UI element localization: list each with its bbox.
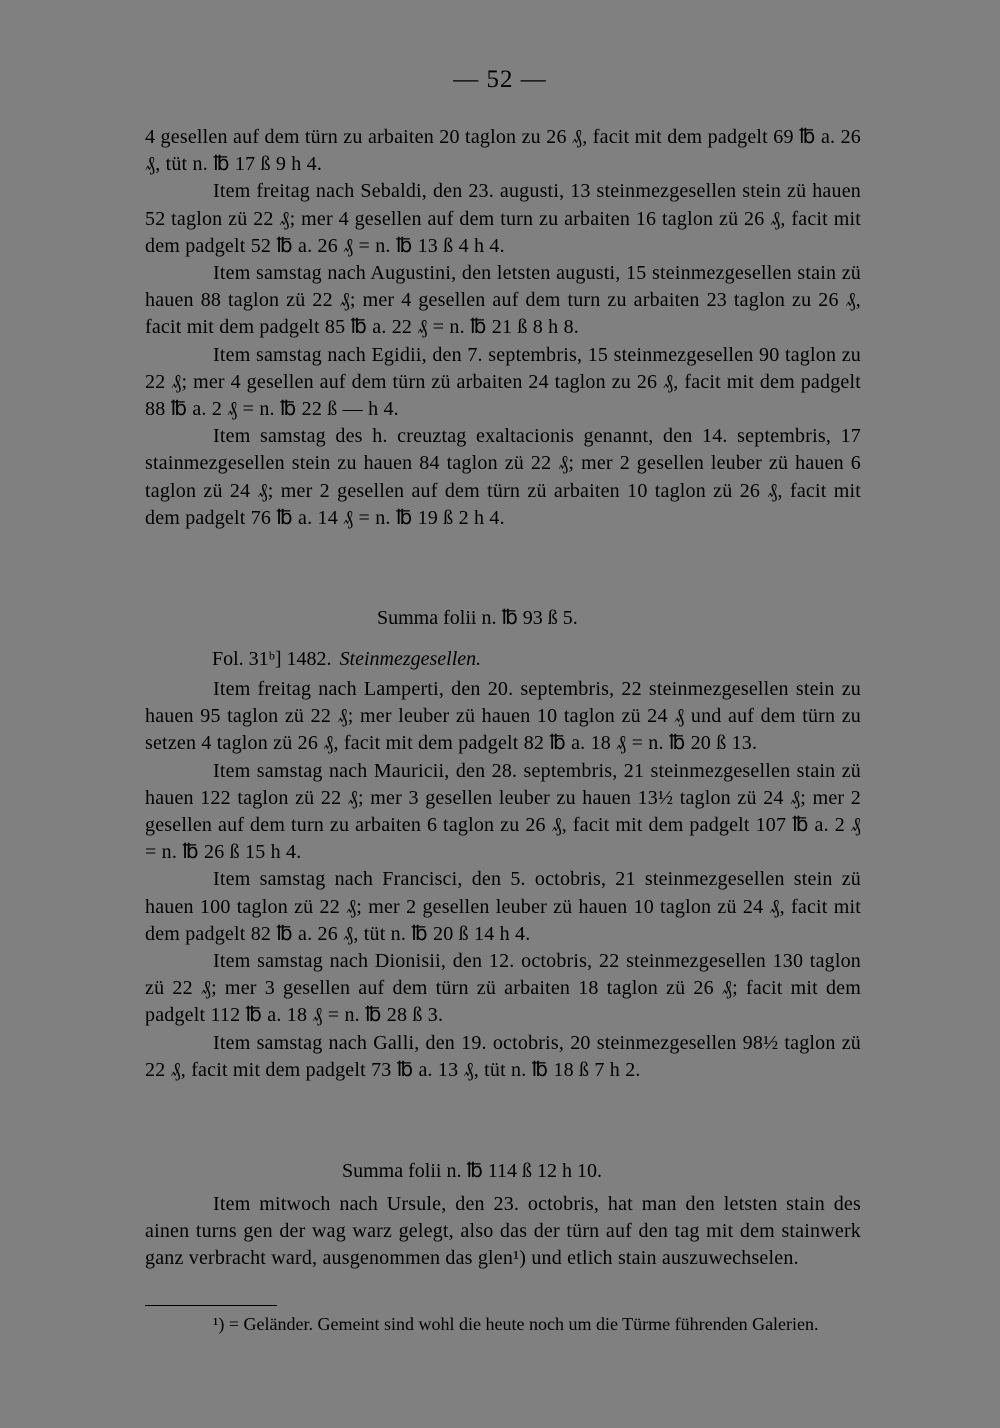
entry-paragraph: Item samstag nach Galli, den 19. octobris, 20 steinmezgesellen 98½ taglon zü 22 ₰, facit mit dem padgelt 73 ℔ a. 13 ₰, tüt n. ℔ 18 ß 7 h 2. [145,1031,861,1081]
entry-paragraph: Item samstag nach Augustini, den letsten augusti, 15 steinmezgesellen stain zü hauen 88 taglon zü 22 ₰; mer 4 gesellen auf dem turn zu arbaiten 23 taglon zu 26 ₰, facit mit dem padgelt 85 ℔ a. 22 ₰ = n. ℔ 21 ß 8 h 8. [145,262,861,339]
folio-heading [212,646,481,673]
section-title: Steinmezgesellen. [339,648,482,670]
entry-paragraph: Item samstag nach Mauricii, den 28. septembris, 21 steinmezgesellen stain zü hauen 122 taglon zü 22 ₰; mer 3 gesellen leuber zu hauen 13½ taglon zü 24 ₰; mer 2 gesellen auf dem turn zu arbaiten 6 taglon zu 26 ₰, facit mit dem padgelt 107 ℔ a. 2 ₰ = n. ℔ 26 ß 15 h 4. [145,759,861,864]
summa-folii: Summa folii n. ℔ 93 ß 5. [377,607,578,629]
page-number: — 52 — [453,66,547,93]
entry-paragraph: Item freitag nach Sebaldi, den 23. augusti, 13 steinmezgesellen stein zü hauen 52 taglon zü 22 ₰; mer 4 gesellen auf dem turn zu arbaiten 16 taglon zü 26 ₰, facit mit dem padgelt 52 ℔ a. 26 ₰ = n. ℔ 13 ß 4 h 4. [145,180,861,257]
entry-paragraph: 4 gesellen auf dem türn zu arbaiten 20 taglon zu 26 ₰, facit mit dem padgelt 69 ℔ a. 26 ₰, tüt n. ℔ 17 ß 9 h 4. [145,126,861,176]
entry-paragraph: Item freitag nach Lamperti, den 20. septembris, 22 steinmezgesellen stein zu hauen 95 taglon zü 22 ₰; mer leuber zü hauen 10 taglon zü 24 ₰ und auf dem türn zu setzen 4 taglon zü 26 ₰, facit mit dem padgelt 82 ℔ a. 18 ₰ = n. ℔ 20 ß 13. [145,678,861,755]
entry-paragraph: Item samstag nach Dionisii, den 12. octobris, 22 steinmezgesellen 130 taglon zü 22 ₰; mer 3 gesellen auf dem türn zü arbaiten 18 taglon zü 26 ₰; facit mit dem padgelt 112 ℔ a. 18 ₰ = n. ℔ 28 ß 3. [145,950,861,1027]
entries-block-2 [145,676,861,1084]
footnote-divider [145,1305,277,1306]
entry-paragraph: Item samstag nach Egidii, den 7. septembris, 15 steinmezgesellen 90 taglon zu 22 ₰; mer 4 gesellen auf dem türn zü arbaiten 24 taglon zu 26 ₰, facit mit dem padgelt 88 ℔ a. 2 ₰ = n. ℔ 22 ß — h 4. [145,343,861,421]
footnote: ¹) = Geländer. Gemeint sind wohl die heute noch um die Türme führenden Galerien. [213,1314,819,1334]
folio-reference: Fol. 31ᵇ] 1482. [212,648,332,670]
entry-paragraph: Item samstag nach Francisci, den 5. octobris, 21 steinmezgesellen stein zü hauen 100 taglon zü 22 ₰; mer 2 gesellen leuber zü hauen 10 taglon zü 24 ₰, facit mit dem padgelt 82 ℔ a. 26 ₰, tüt n. ℔ 20 ß 14 h 4. [145,868,861,945]
entry-paragraph: Item samstag des h. creuztag exaltacionis genannt, den 14. septembris, 17 stainmezgesellen stein zu hauen 84 taglon zü 22 ₰; mer 2 gesellen leuber zü hauen 6 taglon zü 24 ₰; mer 2 gesellen auf dem türn zü arbaiten 10 taglon zü 26 ₰, facit mit dem padgelt 76 ℔ a. 14 ₰ = n. ℔ 19 ß 2 h 4. [145,425,861,529]
summa-folii: Summa folii n. ℔ 114 ß 12 h 10. [342,1160,603,1182]
entry-paragraph: Item mitwoch nach Ursule, den 23. octobris, hat man den letsten stain des ainen turns gen der wag warz gelegt, also das der türn auf den tag mit dem stainwerk ganz verbracht ward, ausgenommen das glen¹) und etlich stain auszuwechselen. [145,1193,861,1270]
entries-block-3 [145,1191,861,1273]
entries-block-1 [145,124,861,532]
